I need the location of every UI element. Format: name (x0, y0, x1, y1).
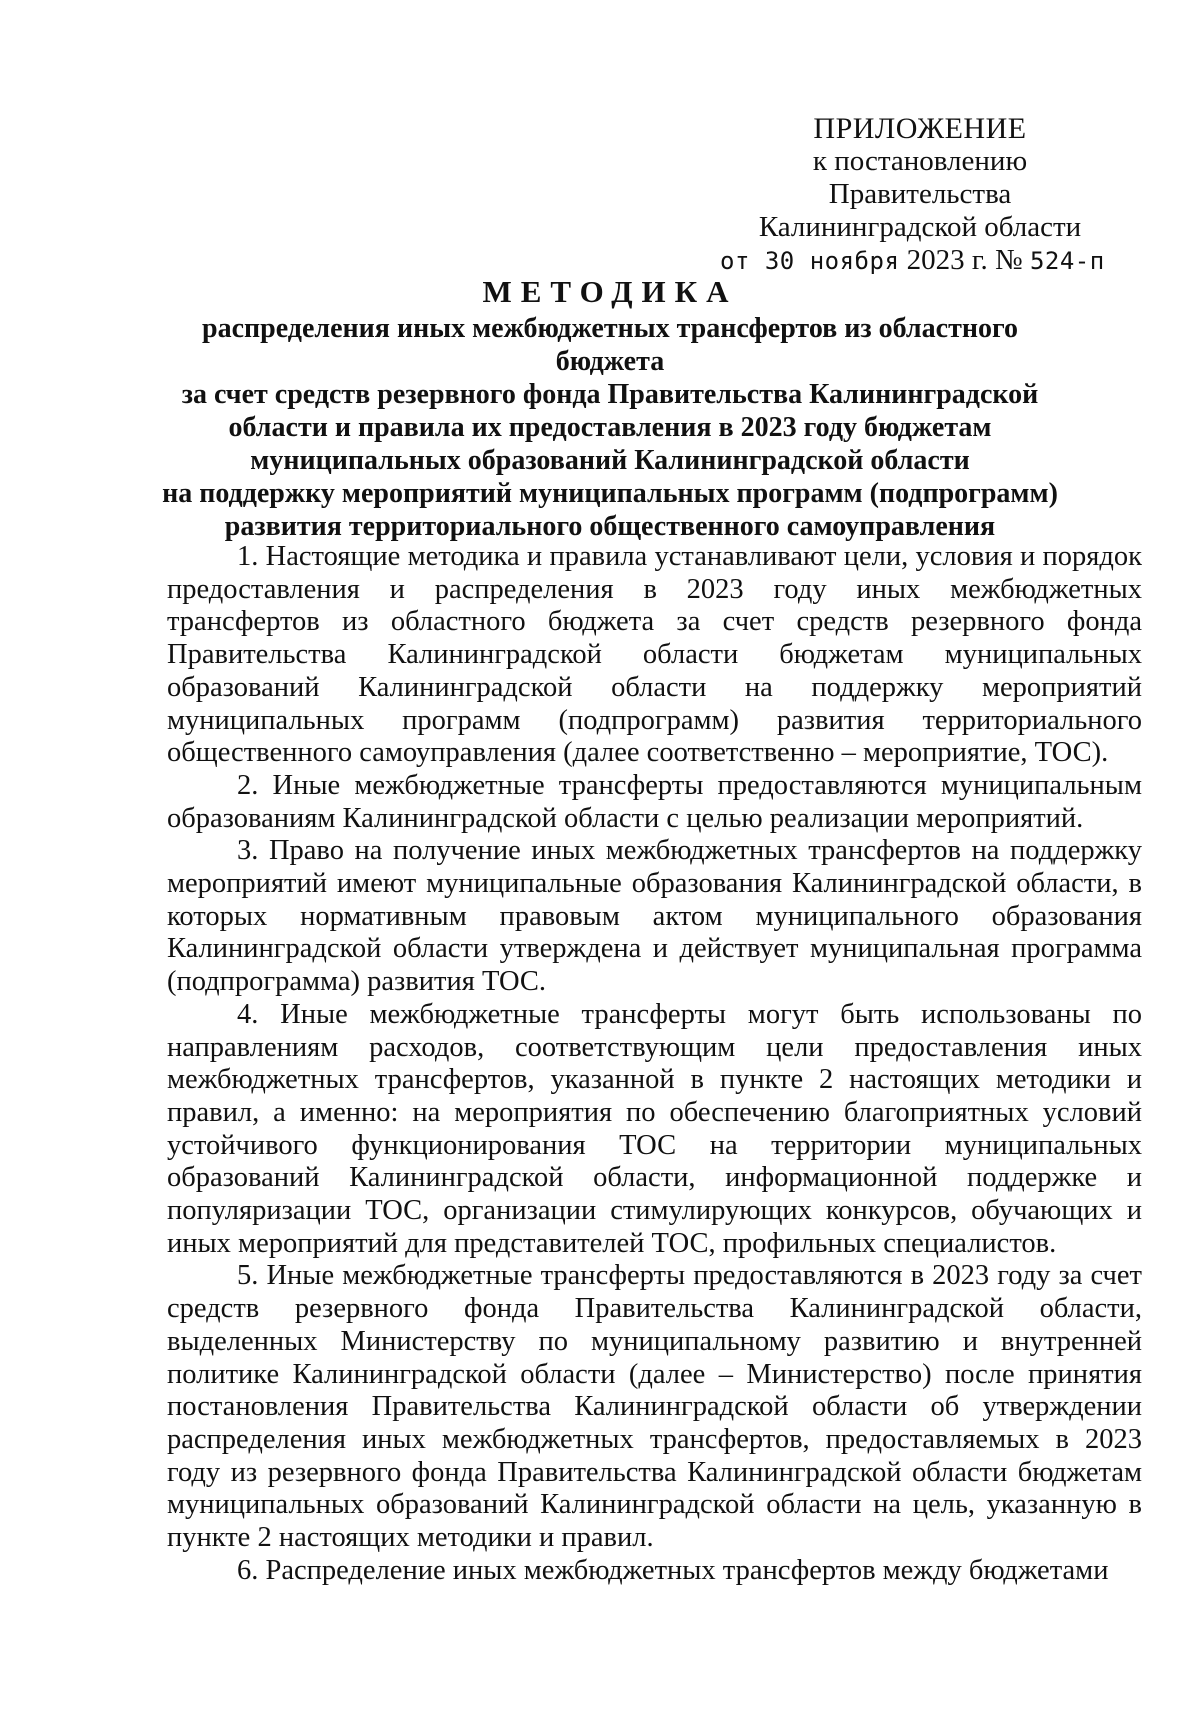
paragraph-2: 2. Иные межбюджетные трансферты предоставляются муниципальным образованиям Калининградской области с целью реализации мероприятий. (167, 769, 1142, 834)
subtitle-line-3: области и правила их предоставления в 2023 году бюджетам (228, 412, 992, 443)
appendix-title: ПРИЛОЖЕНИЕ (813, 112, 1027, 145)
subtitle-line-1: распределения иных межбюджетных трансфертов из областного бюджета (202, 313, 1018, 377)
appendix-region-line: Калининградской области (758, 211, 1082, 243)
appendix-block (720, 112, 1120, 278)
subtitle-line-4: муниципальных образований Калининградской области (250, 445, 970, 476)
paragraph-5: 5. Иные межбюджетные трансферты предоставляются в 2023 году за счет средств резервного фонда Правительства Калининградской области, выделенных Министерству по муниципальному развитию и внутренней политике Калининградской области (далее – Министерство) после принятия постановления Правительства Калининградской области об утверждении распределения иных межбюджетных трансфертов, предоставляемых в 2023 году из резервного фонда Правительства Калининградской области бюджетам муниципальных образований Калининградской области на цель, указанную в пункте 2 настоящих методики и правил. (167, 1260, 1142, 1554)
subtitle-line-2: за счет средств резервного фонда Правительства Калининградской (181, 379, 1039, 410)
subtitle-line-5: на поддержку мероприятий муниципальных программ (подпрограмм) (162, 478, 1058, 509)
appendix-number: 524-п (1029, 247, 1105, 275)
paragraph-3: 3. Право на получение иных межбюджетных трансфертов на поддержку мероприятий имеют муниципальные образования Калининградской области, в которых нормативным правовым актом муниципального образования Калининградской области утверждена и действует муниципальная программа (подпрограмма) развития ТОС. (167, 835, 1142, 998)
appendix-date: от 30 ноября (720, 247, 900, 275)
appendix-year: 2023 г. № (906, 244, 1023, 276)
appendix-resolution-line: к постановлению Правительства (812, 145, 1028, 210)
paragraph-4: 4. Иные межбюджетные трансферты могут быть использованы по направлениям расходов, соответствующим цели предоставления иных межбюджетных трансфертов, указанной в пункте 2 настоящих методики и правил, а именно: на мероприятия по обеспечению благоприятных условий устойчивого функционирования ТОС на территории муниципальных образований Калининградской области, информационной поддержке и популяризации ТОС, организации стимулирующих конкурсов, обучающих и иных мероприятий для представителей ТОС, профильных специалистов. (167, 998, 1142, 1259)
document-heading (160, 272, 1060, 543)
paragraph-6: 6. Распределение иных межбюджетных трансфертов между бюджетами (237, 1554, 1109, 1586)
paragraph-1: 1. Настоящие методика и правила устанавливают цели, условия и порядок предоставления и распределения в 2023 году иных межбюджетных трансфертов из областного бюджета за счет средств резервного фонда Правительства Калининградской области бюджетам муниципальных образований Калининградской области на поддержку мероприятий муниципальных программ (подпрограмм) развития территориального общественного самоуправления (далее соответственно – мероприятие, ТОС). (167, 541, 1142, 769)
document-body (167, 541, 1142, 1588)
document-title: МЕТОДИКА (482, 274, 738, 309)
subtitle-line-6: развития территориального общественного самоуправления (224, 511, 996, 542)
